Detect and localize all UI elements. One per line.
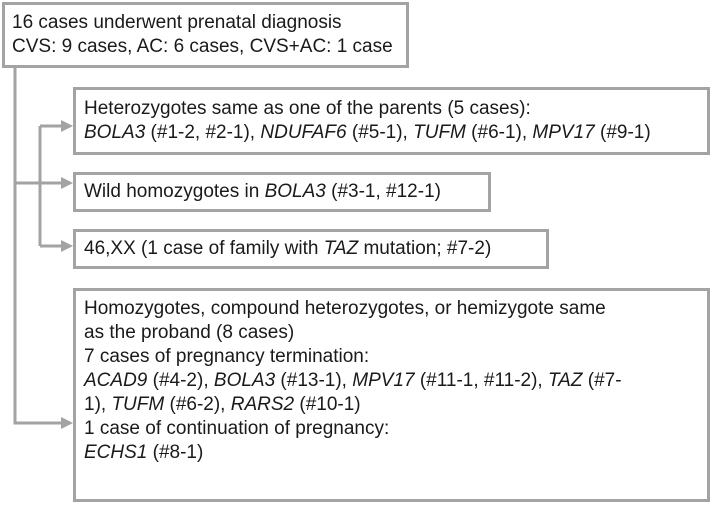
continuation-line <box>84 441 707 465</box>
het-gene: MPV17 <box>532 122 595 143</box>
term-gene: MPV17 <box>352 370 415 391</box>
term-ids: 1), <box>84 394 112 415</box>
het-ids: (#5-1), <box>346 122 414 143</box>
term-ids: (#13-1), <box>275 370 353 391</box>
xx-prefix: 46,XX (1 case of family with <box>84 238 324 259</box>
continuation-gene: ECHS1 <box>84 442 148 463</box>
arrowhead-het <box>61 120 73 132</box>
wild-prefix: Wild homozygotes in <box>84 181 265 202</box>
term-gene: BOLA3 <box>213 370 276 391</box>
term-ids: (#7- <box>582 370 622 391</box>
continuation-heading: 1 case of continuation of pregnancy: <box>84 418 390 439</box>
het-heading: Heterozygotes same as one of the parents (5 cases): <box>84 98 531 119</box>
het-gene-list <box>84 121 707 145</box>
root-line-1: 16 cases underwent prenatal diagnosis <box>12 12 342 33</box>
het-ids: (#1-2, #2-1), <box>145 122 261 143</box>
term-gene: RARS2 <box>230 394 295 415</box>
termination-line-2 <box>84 393 707 417</box>
term-gene: TUFM <box>111 394 165 415</box>
term-ids: (#6-2), <box>164 394 231 415</box>
term-gene: TAZ <box>547 370 583 391</box>
het-ids: (#9-1) <box>594 122 651 143</box>
wild-text <box>84 180 488 204</box>
term-ids: (#10-1) <box>294 394 361 415</box>
arrowhead-hom <box>61 417 73 429</box>
xx-gene: TAZ <box>323 238 359 259</box>
het-gene: TUFM <box>413 122 466 143</box>
root-box <box>2 2 409 68</box>
het-ids: (#6-1), <box>465 122 533 143</box>
wild-homozygotes-box <box>73 172 491 212</box>
hom-heading-line-1: Homozygotes, compound heterozygotes, or hemizygote same <box>84 298 606 319</box>
hom-heading-line-2: as the proband (8 cases) <box>84 322 295 343</box>
het-gene: NDUFAF6 <box>260 122 347 143</box>
continuation-ids: (#8-1) <box>147 442 204 463</box>
term-ids: (#4-2), <box>147 370 214 391</box>
xx-suffix: mutation; #7-2) <box>358 238 492 259</box>
term-gene: ACAD9 <box>84 370 148 391</box>
termination-line-1 <box>84 369 707 393</box>
heterozygotes-box <box>73 87 710 155</box>
arrowhead-wild <box>61 177 73 189</box>
homozygotes-box <box>73 288 710 502</box>
root-line-2: CVS: 9 cases, AC: 6 cases, CVS+AC: 1 case <box>12 36 393 57</box>
arrowhead-xx <box>61 240 73 252</box>
het-gene: BOLA3 <box>84 122 146 143</box>
xx-text <box>84 237 546 261</box>
wild-gene: BOLA3 <box>264 181 326 202</box>
wild-suffix: (#3-1, #12-1) <box>325 181 441 202</box>
term-ids: (#11-1, #11-2), <box>414 370 548 391</box>
termination-heading: 7 cases of pregnancy termination: <box>84 346 370 367</box>
xx-box <box>73 229 549 269</box>
